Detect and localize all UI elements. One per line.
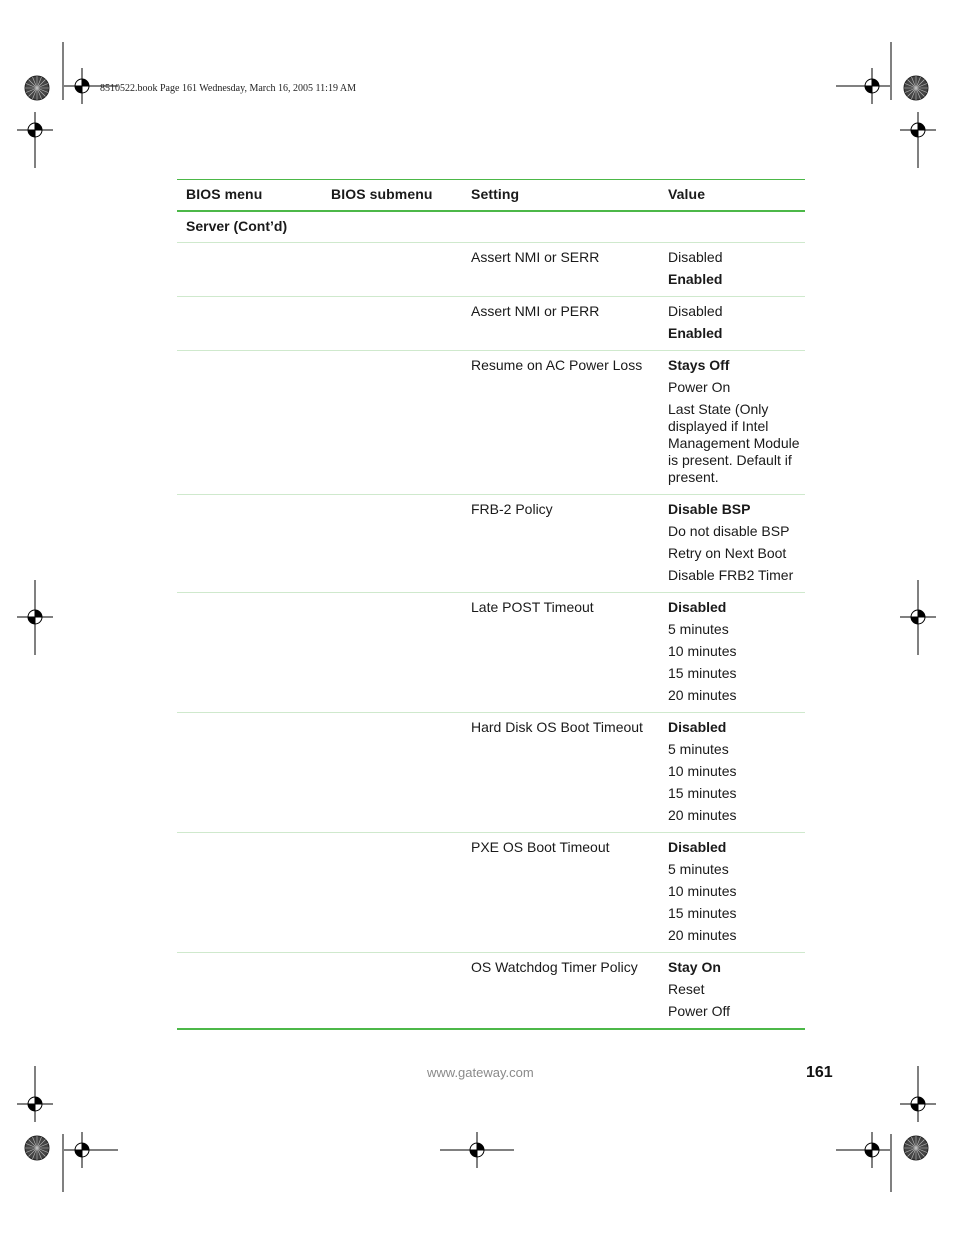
default-value: Disable BSP — [668, 501, 751, 517]
option-value: Disabled — [668, 303, 723, 319]
setting-values — [659, 833, 805, 953]
table-row — [177, 495, 805, 593]
setting-name: FRB-2 Policy — [462, 495, 659, 593]
option-value: 5 minutes — [668, 621, 729, 637]
option-value: Retry on Next Boot — [668, 545, 787, 561]
setting-name: OS Watchdog Timer Policy — [462, 953, 659, 1030]
option-value: 5 minutes — [668, 861, 729, 877]
option-value: Disable FRB2 Timer — [668, 567, 794, 583]
setting-values — [659, 593, 805, 713]
setting-name: Late POST Timeout — [462, 593, 659, 713]
setting-values — [659, 713, 805, 833]
option-value: 15 minutes — [668, 665, 737, 681]
option-value: 20 minutes — [668, 687, 737, 703]
option-value: 10 minutes — [668, 643, 737, 659]
option-value: 10 minutes — [668, 883, 737, 899]
setting-name: Assert NMI or PERR — [462, 297, 659, 351]
setting-values — [659, 495, 805, 593]
bios-settings-table — [177, 179, 805, 1030]
option-value: 15 minutes — [668, 785, 737, 801]
header-bios-menu: BIOS menu — [177, 180, 322, 212]
table-row — [177, 593, 805, 713]
default-value: Disabled — [668, 719, 727, 735]
page-number: 161 — [806, 1064, 833, 1081]
setting-values — [659, 243, 805, 297]
section-label: Server (Cont’d) — [177, 211, 322, 243]
table-row — [177, 713, 805, 833]
default-value: Disabled — [668, 839, 727, 855]
option-value: 20 minutes — [668, 807, 737, 823]
setting-name: Hard Disk OS Boot Timeout — [462, 713, 659, 833]
header-bios-submenu: BIOS submenu — [322, 180, 462, 212]
option-value: 15 minutes — [668, 905, 737, 921]
table-row — [177, 351, 805, 495]
setting-values — [659, 953, 805, 1030]
option-value: 5 minutes — [668, 741, 729, 757]
setting-values — [659, 297, 805, 351]
header-setting: Setting — [462, 180, 659, 212]
setting-values — [659, 351, 805, 495]
section-row — [177, 211, 805, 243]
option-value: Power Off — [668, 1003, 730, 1019]
footer-url: www.gateway.com — [427, 1065, 534, 1080]
option-value: 20 minutes — [668, 927, 737, 943]
table-row — [177, 953, 805, 1030]
default-value: Enabled — [668, 325, 723, 341]
table-row — [177, 243, 805, 297]
setting-name: PXE OS Boot Timeout — [462, 833, 659, 953]
setting-name: Resume on AC Power Loss — [462, 351, 659, 495]
default-value: Enabled — [668, 271, 723, 287]
table-header-row — [177, 180, 805, 212]
table-row — [177, 833, 805, 953]
setting-name: Assert NMI or SERR — [462, 243, 659, 297]
option-value: Last State (Only displayed if Intel Management Module is present. Default if present. — [668, 401, 800, 485]
default-value: Stays Off — [668, 357, 730, 373]
default-value: Disabled — [668, 599, 727, 615]
print-header: 8510522.book Page 161 Wednesday, March 16, 2005 11:19 AM — [100, 83, 357, 94]
default-value: Stay On — [668, 959, 721, 975]
option-value: Do not disable BSP — [668, 523, 790, 539]
header-value: Value — [659, 180, 805, 212]
table-row — [177, 297, 805, 351]
option-value: Disabled — [668, 249, 723, 265]
option-value: 10 minutes — [668, 763, 737, 779]
option-value: Reset — [668, 981, 705, 997]
option-value: Power On — [668, 379, 731, 395]
